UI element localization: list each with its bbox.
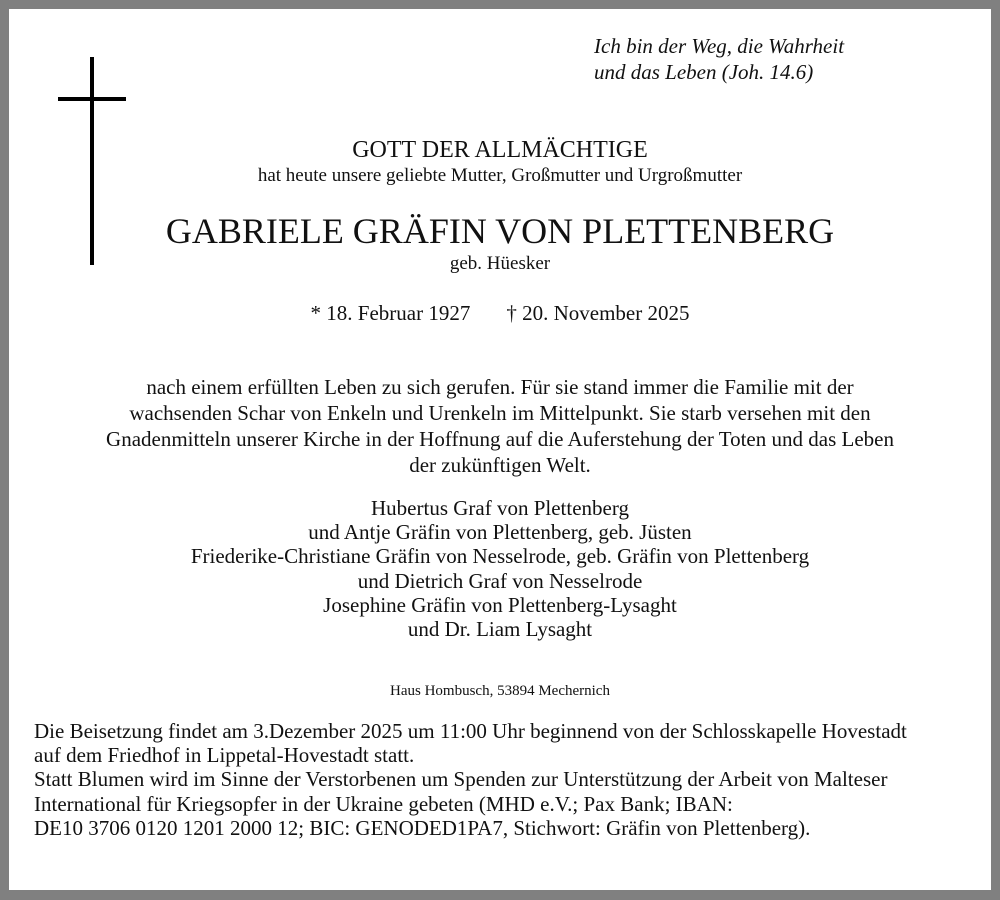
obituary-text-line: nach einem erfüllten Leben zu sich gerufen. Für sie stand immer die Familie mit der <box>146 375 854 399</box>
cross-horizontal-bar <box>58 97 126 101</box>
mourners-list <box>0 496 1000 641</box>
mourner-line: und Dietrich Graf von Nesselrode <box>357 568 643 593</box>
birth-name: geb. Hüesker <box>449 253 551 274</box>
funeral-notice-line: DE10 3706 0120 1201 2000 12; BIC: GENODED1PA7, Stichwort: Gräfin von Plettenberg). <box>34 815 811 840</box>
funeral-notice-line: auf dem Friedhof in Lippetal-Hovestadt statt. <box>34 743 415 768</box>
mourner-line: Josephine Gräfin von Plettenberg-Lysaght <box>323 592 677 617</box>
funeral-notice <box>34 719 907 840</box>
life-dates <box>0 300 1000 326</box>
funeral-notice-line: Die Beisetzung findet am 3.Dezember 2025 um 11:00 Uhr beginnend von der Schlosskapelle Hovestadt <box>34 719 907 743</box>
bible-verse-line: und das Leben (Joh. 14.6) <box>594 60 814 84</box>
mourner-line: und Antje Gräfin von Plettenberg, geb. Jüsten <box>308 520 692 545</box>
bible-verse <box>594 33 844 85</box>
mourner-line: Friederike-Christiane Gräfin von Nesselrode, geb. Gräfin von Plettenberg <box>190 544 810 569</box>
obituary-text-line: wachsenden Schar von Enkeln und Urenkeln im Mittelpunkt. Sie starb versehen mit den <box>129 401 871 425</box>
bible-verse-line: Ich bin der Weg, die Wahrheit <box>594 34 845 58</box>
mourner-line: Hubertus Graf von Plettenberg <box>371 496 629 520</box>
obituary-text-line: Gnadenmitteln unserer Kirche in der Hoffnung auf die Auferstehung der Toten und das Leben <box>106 427 894 451</box>
funeral-notice-line: Statt Blumen wird im Sinne der Verstorbenen um Spenden zur Unterstützung der Arbeit von Malteser <box>34 767 888 792</box>
death-date: † 20. November 2025 <box>506 301 690 325</box>
obituary-text <box>0 374 1000 478</box>
mourner-line: und Dr. Liam Lysaght <box>407 617 593 642</box>
announcement-subtitle: hat heute unsere geliebte Mutter, Großmutter und Urgroßmutter <box>257 165 743 186</box>
deceased-name: GABRIELE GRÄFIN VON PLETTENBERG <box>165 211 835 251</box>
birth-date: * 18. Februar 1927 <box>310 301 471 325</box>
funeral-notice-line: International für Kriegsopfer in der Ukraine gebeten (MHD e.V.; Pax Bank; IBAN: <box>34 791 733 816</box>
obituary-text-line: der zukünftigen Welt. <box>409 453 591 477</box>
announcement-title: GOTT DER ALLMÄCHTIGE <box>352 137 648 163</box>
family-address: Haus Hombusch, 53894 Mechernich <box>390 683 610 699</box>
